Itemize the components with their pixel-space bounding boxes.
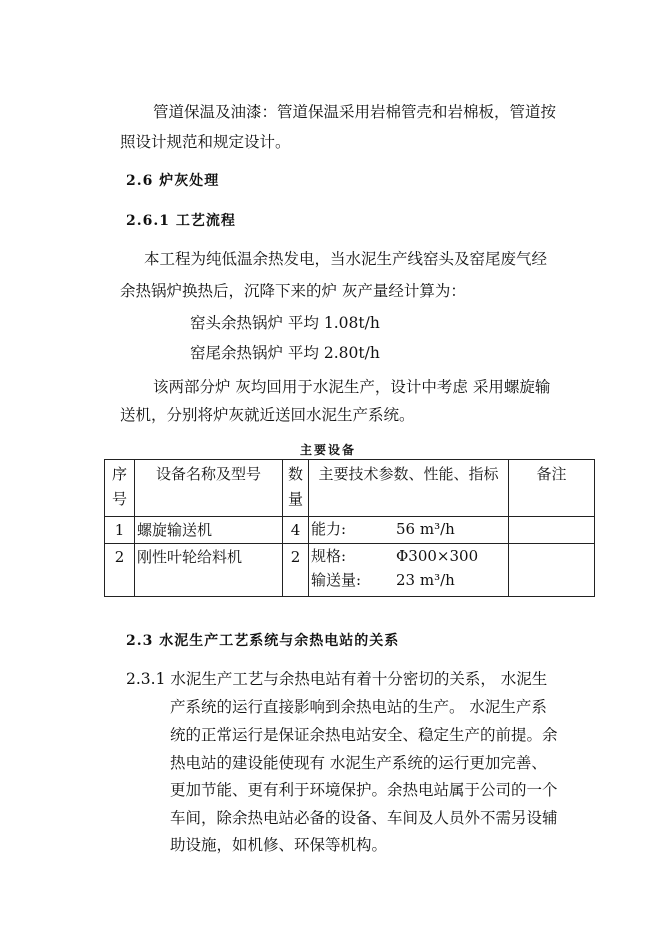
kiln-head-rate: 窑头余热锅炉 平均 1.08t/h bbox=[190, 314, 380, 332]
section-2-3-1-line-1: 2.3.1 水泥生产工艺与余热电站有着十分密切的关系， 水泥生 bbox=[126, 670, 548, 688]
section-2-3-1-line-2: 产系统的运行直接影响到余热电站的生产。 水泥生产系 bbox=[170, 698, 547, 716]
process-paragraph-line-1: 本工程为纯低温余热发电，当水泥生产线窑头及窑尾废气经 bbox=[144, 250, 548, 268]
header-qty-line-2: 量 bbox=[287, 490, 303, 508]
row-1-note bbox=[509, 517, 595, 544]
row-2-spec-label-2: 输送量: bbox=[311, 571, 362, 589]
row-1-seq: 1 bbox=[105, 517, 135, 544]
row-1-spec-value: 56 m³/h bbox=[396, 520, 455, 538]
row-2-spec-value-2: 23 m³/h bbox=[396, 571, 455, 589]
header-seq-line-2: 号 bbox=[111, 490, 127, 508]
row-2-spec-line-1 bbox=[311, 544, 506, 568]
reuse-paragraph-line-1: 该两部分炉 灰均回用于水泥生产，设计中考虑 采用螺旋输 bbox=[153, 378, 551, 396]
table-row bbox=[105, 544, 595, 597]
row-2-spec-line-2 bbox=[311, 568, 506, 592]
reuse-paragraph-line-2: 送机，分别将炉灰就近送回水泥生产系统。 bbox=[120, 406, 415, 424]
section-2-3-1-line-7: 助设施，如机修、环保等机构。 bbox=[170, 836, 388, 854]
section-2-3-1-line-5: 更加节能、更有利于环境保护。余热电站属于公司的一个 bbox=[170, 781, 558, 799]
paragraph-pipe-line-1: 管道保温及油漆：管道保温采用岩棉管壳和岩棉板，管道按 bbox=[153, 103, 557, 121]
row-2-note bbox=[509, 544, 595, 597]
header-name: 设备名称及型号 bbox=[135, 460, 283, 517]
row-2-spec bbox=[309, 544, 509, 597]
row-2-qty: 2 bbox=[283, 544, 309, 597]
row-2-seq: 2 bbox=[105, 544, 135, 597]
table-caption: 主要设备 bbox=[300, 443, 357, 457]
paragraph-pipe-line-2: 照设计规范和规定设计。 bbox=[120, 133, 291, 151]
row-1-qty: 4 bbox=[283, 517, 309, 544]
row-1-spec-line bbox=[311, 517, 506, 541]
section-2-3-1-line-6: 车间，除余热电站必备的设备、车间及人员外不需另设辅 bbox=[170, 809, 558, 827]
table-row bbox=[105, 517, 595, 544]
row-2-spec-label-1: 规格: bbox=[311, 547, 347, 565]
row-1-spec bbox=[309, 517, 509, 544]
row-1-spec-label: 能力: bbox=[311, 520, 347, 538]
section-2-3-1-line-4: 热电站的建设能使现有 水泥生产系统的运行更加完善、 bbox=[170, 754, 547, 772]
row-2-name: 刚性叶轮给料机 bbox=[135, 544, 283, 597]
header-qty-line-1: 数 bbox=[287, 465, 303, 483]
process-paragraph-line-2: 余热锅炉换热后，沉降下来的炉 灰产量经计算为： bbox=[120, 282, 466, 300]
section-2-3-1-line-3: 统的正常运行是保证余热电站安全、稳定生产的前提。余 bbox=[170, 726, 558, 744]
header-seq-line-1: 序 bbox=[111, 465, 127, 483]
header-spec: 主要技术参数、性能、指标 bbox=[309, 460, 509, 517]
row-1-name: 螺旋输送机 bbox=[135, 517, 283, 544]
section-2-3-heading: 2.3 水泥生产工艺系统与余热电站的关系 bbox=[126, 633, 400, 649]
table-header-row bbox=[105, 460, 595, 517]
section-2-6-1-heading: 2.6.1 工艺流程 bbox=[126, 213, 236, 229]
section-2-6-heading: 2.6 炉灰处理 bbox=[126, 173, 220, 189]
row-2-spec-value-1: Φ300×300 bbox=[396, 547, 479, 565]
header-qty bbox=[283, 460, 309, 517]
header-note: 备注 bbox=[509, 460, 595, 517]
header-seq bbox=[105, 460, 135, 517]
equipment-table bbox=[104, 459, 595, 597]
kiln-tail-rate: 窑尾余热锅炉 平均 2.80t/h bbox=[190, 344, 380, 362]
